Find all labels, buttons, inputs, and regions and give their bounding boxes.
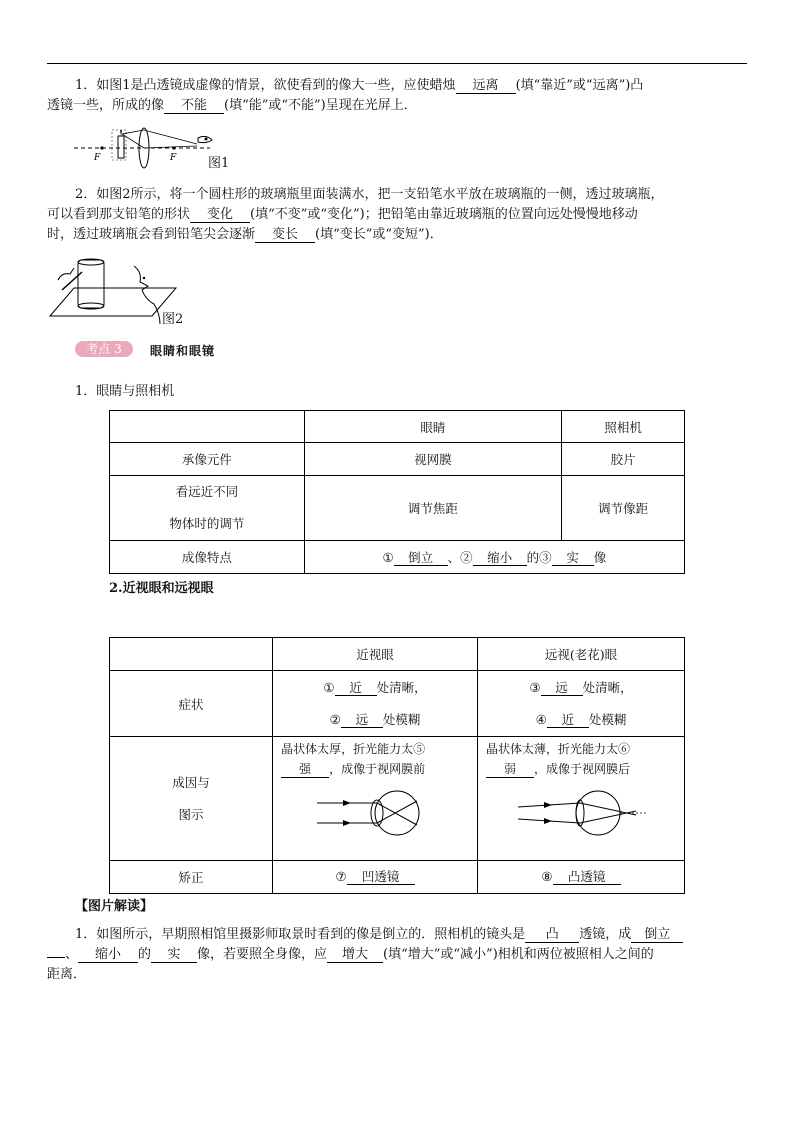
eye-camera-table [109,410,685,574]
circled-number: ④ [535,711,547,727]
question-number: 2． [75,187,97,202]
answer-blank: 远 [341,712,383,728]
row-header-line: 成因与 [172,774,210,790]
row-header: 承像元件 [110,443,305,476]
table-row [110,861,685,894]
header-rule [47,63,747,64]
row-header-line: 物体时的调节 [169,516,245,531]
answer-blank: 不能 [164,98,224,114]
cell-text: ，成像于视网膜前 [329,762,426,776]
question-text: 透镜，成 [579,927,632,942]
question-text: (填“靠近”或“远离”)凸 [515,78,644,93]
answer-blank: 凹透镜 [347,869,415,885]
row-header-line: 看远近不同 [175,484,239,499]
answer-blank: 凸 [525,927,579,943]
table-cell [478,861,685,894]
figure-1-lens-diagram [72,124,222,170]
column-header: 远视(老花)眼 [478,638,685,671]
answer-blank: 弱 [486,762,534,778]
question-text: 透镜一些，所成的像 [47,98,165,113]
circled-number: ① [382,550,394,565]
cell-text: 像 [593,550,607,565]
circled-number: ② [329,711,341,727]
table-cell [273,737,478,861]
focal-point-label: F [94,153,101,163]
answer-blank: 变化 [190,207,250,223]
column-header: 近视眼 [273,638,478,671]
figure-1-label: 图1 [208,156,230,171]
column-header: 照相机 [562,411,685,443]
section-badge: 考点 3 [75,341,133,357]
circled-number: ① [323,679,335,695]
cell-line [273,672,477,704]
question-text: 如图所示，早期照相馆里摄影师取景时看到的像是倒立的．照相机的镜头是 [96,927,526,942]
table-cell [478,737,685,861]
cell-text: 、② [447,550,473,565]
answer-blank: 实 [151,947,197,963]
table-cell [273,861,478,894]
cell-line [273,704,477,736]
question-number: 1． [75,78,97,93]
row-header: 成像特点 [110,541,305,574]
myopia-eye-diagram [281,781,461,847]
question-text: 的 [138,947,152,962]
cell-text: ，成像于视网膜后 [534,762,631,776]
table-row [110,411,685,443]
question-text: 如图1是凸透镜成虚像的情景，欲使看到的像大一些，应使蜡烛 [96,78,456,93]
question-text: 像，若要照全身像，应 [197,947,328,962]
row-header: 矫正 [110,861,273,894]
question-text: (填“增大”或“减小”)相机和两位被照相人之间的 [383,947,654,962]
answer-blank: 倒立 [631,927,683,943]
table-cell: 调节像距 [562,476,685,541]
row-header [110,476,305,541]
table-cell: 调节焦距 [304,476,562,541]
answer-blank: 缩小 [78,947,138,963]
cell-line [478,704,684,736]
answer-blank: 凸透镜 [553,869,621,885]
cell-text: 的③ [526,550,552,565]
cell-text: 处清晰， [376,679,427,695]
face-outline [134,266,160,324]
answer-blank: 强 [281,762,329,778]
question-text: 距离． [47,967,87,982]
question-text: 、 [65,947,79,962]
question-text: (填“不变”或“变化”)；把铅笔由靠近玻璃瓶的位置向远处慢慢地移动 [250,207,638,222]
answer-blank: 近 [335,680,377,696]
answer-blank: 远离 [456,78,516,94]
picture-section-title: 【图片解读】 [75,899,154,914]
circled-number: ⑧ [541,869,553,884]
question-text: 可以看到那支铅笔的形状 [47,207,191,222]
table-row [110,541,685,574]
table-cell [304,541,684,574]
circled-number: ⑦ [335,869,347,884]
myopia-heading: 2.近视眼和远视眼 [109,581,214,596]
question-number: 1． [75,927,97,942]
table-row [110,638,685,671]
question-text: (填“能”或“不能”)呈现在光屏上． [224,98,417,113]
hyperopia-eye-diagram [486,781,676,847]
question-1 [47,76,747,116]
answer-blank: 远 [541,680,583,696]
cell-text: 处模糊 [588,711,627,727]
question-2 [47,185,747,245]
question-text: 时，透过玻璃瓶会看到铅笔尖会逐渐 [47,227,256,242]
focal-point-label: F [170,153,177,163]
picture-question-1 [47,925,747,985]
eye-camera-heading: 1．眼睛与照相机 [75,384,175,399]
table-row [110,737,685,861]
answer-blank: 近 [547,712,589,728]
table-cell [110,411,305,443]
answer-blank: 变长 [255,227,315,243]
row-header [110,737,273,861]
answer-blank: 增大 [327,947,383,963]
table-row [110,443,685,476]
answer-blank [47,957,65,958]
cell-text: 处模糊 [382,711,421,727]
table-cell [478,671,685,737]
table-cell [110,638,273,671]
answer-blank: 倒立 [394,550,448,566]
cell-text: 晶状体太薄，折光能力太⑥ [486,742,631,756]
section-title: 眼睛和眼镜 [150,344,216,358]
row-header: 症状 [110,671,273,737]
table-cell: 视网膜 [304,443,562,476]
table-row [110,671,685,737]
figure-2-label: 图2 [162,312,184,327]
row-header-line: 图示 [178,806,204,822]
answer-blank: 实 [552,550,594,566]
cell-text: 晶状体太厚，折光能力太⑤ [281,742,426,756]
table-cell: 胶片 [562,443,685,476]
table-cell [273,671,478,737]
table-row [110,476,685,541]
cell-text: 处清晰， [582,679,633,695]
myopia-table [109,637,685,894]
answer-blank: 缩小 [473,550,527,566]
column-header: 眼睛 [304,411,562,443]
question-text: (填“变长”或“变短”)． [315,227,443,242]
cell-line [478,672,684,704]
question-text: 如图2所示，将一个圆柱形的玻璃瓶里面装满水，把一支铅笔水平放在玻璃瓶的一侧，透过玻璃瓶， [96,187,664,202]
circled-number: ③ [529,679,541,695]
